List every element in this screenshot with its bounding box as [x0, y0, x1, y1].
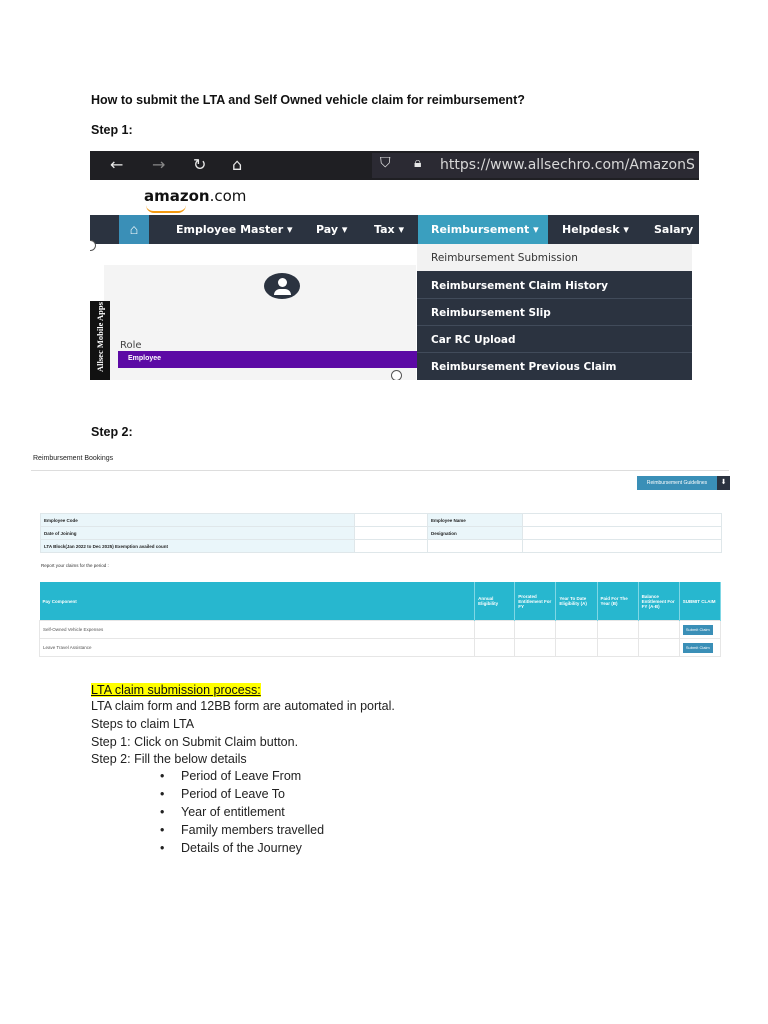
portal-nav-bar — [90, 215, 699, 244]
table-row — [40, 639, 721, 657]
lta-text-line: Step 2: Fill the below details — [91, 752, 247, 766]
nav-helpdesk[interactable]: Helpdesk ▾ — [562, 223, 629, 236]
bullet-icon: • — [160, 823, 165, 837]
guidelines-button[interactable]: Reimbursement Guidelines — [637, 476, 717, 490]
nav-pay[interactable]: Pay ▾ — [316, 223, 348, 236]
employee-info-table — [40, 513, 722, 553]
pay-component-cell: Self-Owned Vehicle Expenses — [40, 621, 475, 639]
menu-car-rc-upload[interactable]: Car RC Upload — [431, 334, 516, 346]
bullet-item: Year of entitlement — [181, 805, 285, 819]
step2-label: Step 2: — [91, 425, 133, 439]
bullet-icon: • — [160, 841, 165, 855]
role-label: Role — [120, 340, 142, 351]
selection-handle — [90, 240, 96, 251]
doj-label: Date of Joining — [41, 527, 355, 540]
dropdown-divider — [417, 298, 692, 299]
menu-reimbursement-submission[interactable]: Reimbursement Submission — [431, 252, 578, 264]
shield-icon: ⛉ — [380, 155, 391, 171]
empty-cell — [475, 639, 515, 657]
col-prorated-entitlement: Prorated Entitlement For FY — [515, 582, 556, 621]
nav-home-icon[interactable]: ⌂ — [119, 215, 149, 244]
pay-component-cell: Leave Travel Assistance — [40, 639, 475, 657]
forward-arrow-icon[interactable]: → — [152, 155, 166, 174]
report-period-text: Report your claims for the period : — [41, 563, 109, 568]
bullet-item: Family members travelled — [181, 823, 325, 837]
role-value: Employee — [128, 355, 162, 362]
selection-handle — [391, 370, 402, 380]
col-paid-for-year: Paid For The Year (B) — [597, 582, 638, 621]
col-annual-eligibility: Annual Eligibility — [475, 582, 515, 621]
table-header-row — [40, 582, 721, 621]
bookings-title: Reimbursement Bookings — [33, 455, 114, 462]
home-icon[interactable]: ⌂ — [232, 155, 243, 174]
download-icon[interactable]: ⬇ — [717, 476, 730, 490]
col-submit-claim: SUBMIT CLAIM — [679, 582, 720, 621]
screenshot-portal-menu — [90, 151, 699, 380]
amazon-logo: amazon.com — [144, 187, 247, 205]
col-ytd-eligibility: Year To Date Eligibility (A) — [556, 582, 597, 621]
designation-label: Designation — [428, 527, 523, 540]
menu-reimbursement-slip[interactable]: Reimbursement Slip — [431, 307, 551, 319]
empty-cell — [515, 621, 556, 639]
table-row — [41, 540, 722, 553]
nav-reimbursement[interactable]: Reimbursement ▾ — [431, 223, 539, 236]
empty-cell — [475, 621, 515, 639]
bullet-item: Period of Leave From — [181, 769, 302, 783]
empty-cell — [638, 621, 679, 639]
avatar-head — [278, 278, 287, 287]
empty-cell — [556, 621, 597, 639]
bullet-item: Period of Leave To — [181, 787, 286, 801]
avatar-body — [274, 289, 291, 295]
lta-text-line: Step 1: Click on Submit Claim button. — [91, 735, 299, 749]
employee-name-value — [523, 514, 722, 527]
lta-block-label: LTA Block(Jan 2022 to Dec 2025) Exemption availed count — [41, 540, 355, 553]
lta-block-value — [355, 540, 428, 553]
dropdown-divider — [417, 352, 692, 353]
nav-tax[interactable]: Tax ▾ — [374, 223, 404, 236]
empty-cell — [638, 639, 679, 657]
employee-name-label: Employee Name — [428, 514, 523, 527]
document-title: How to submit the LTA and Self Owned vehicle claim for reimbursement? — [91, 93, 525, 107]
back-arrow-icon[interactable]: ← — [110, 155, 124, 174]
submit-claim-button[interactable]: Submit Claim — [683, 643, 713, 653]
reload-icon[interactable]: ↻ — [193, 155, 207, 174]
action-cell — [679, 639, 720, 657]
lock-icon: 🔒︎ — [414, 155, 422, 171]
empty-cell — [523, 540, 722, 553]
role-select[interactable] — [118, 351, 418, 368]
url-text[interactable]: https://www.allsechro.com/AmazonS — [440, 157, 695, 173]
col-pay-component: Pay Component — [40, 582, 475, 621]
amazon-smile-icon — [146, 205, 186, 213]
empty-cell — [428, 540, 523, 553]
empty-cell — [515, 639, 556, 657]
reimbursement-dropdown — [417, 244, 692, 380]
lta-text-line: LTA claim form and 12BB form are automated in portal. — [91, 699, 395, 713]
empty-cell — [597, 639, 638, 657]
designation-value — [523, 527, 722, 540]
bullet-icon: • — [160, 805, 165, 819]
claims-table — [39, 582, 721, 657]
bullet-item: Details of the Journey — [181, 841, 302, 855]
employee-code-label: Employee Code — [41, 514, 355, 527]
table-row — [41, 527, 722, 540]
menu-reimbursement-previous-claim[interactable]: Reimbursement Previous Claim — [431, 361, 617, 373]
action-cell — [679, 621, 720, 639]
screenshot-reimbursement-bookings — [31, 453, 731, 663]
doj-value — [355, 527, 428, 540]
side-tag-label: Allsec Mobile Apps — [95, 302, 105, 372]
empty-cell — [597, 621, 638, 639]
title-divider — [31, 470, 729, 471]
table-row — [40, 621, 721, 639]
col-balance-entitlement: Balance Entitlement For FY (A-B) — [638, 582, 679, 621]
empty-cell — [556, 639, 597, 657]
bullet-icon: • — [160, 769, 165, 783]
lta-text-line: Steps to claim LTA — [91, 717, 195, 731]
nav-employee-master[interactable]: Employee Master ▾ — [176, 223, 293, 236]
nav-salary[interactable]: Salary — [654, 223, 694, 236]
step1-label: Step 1: — [91, 123, 133, 137]
menu-reimbursement-claim-history[interactable]: Reimbursement Claim History — [431, 280, 608, 292]
lta-heading: LTA claim submission process: — [91, 683, 261, 697]
browser-toolbar — [90, 151, 699, 180]
dropdown-divider — [417, 325, 692, 326]
table-row — [41, 514, 722, 527]
bullet-icon: • — [160, 787, 165, 801]
employee-code-value — [355, 514, 428, 527]
submit-claim-button[interactable]: Submit Claim — [683, 625, 713, 635]
